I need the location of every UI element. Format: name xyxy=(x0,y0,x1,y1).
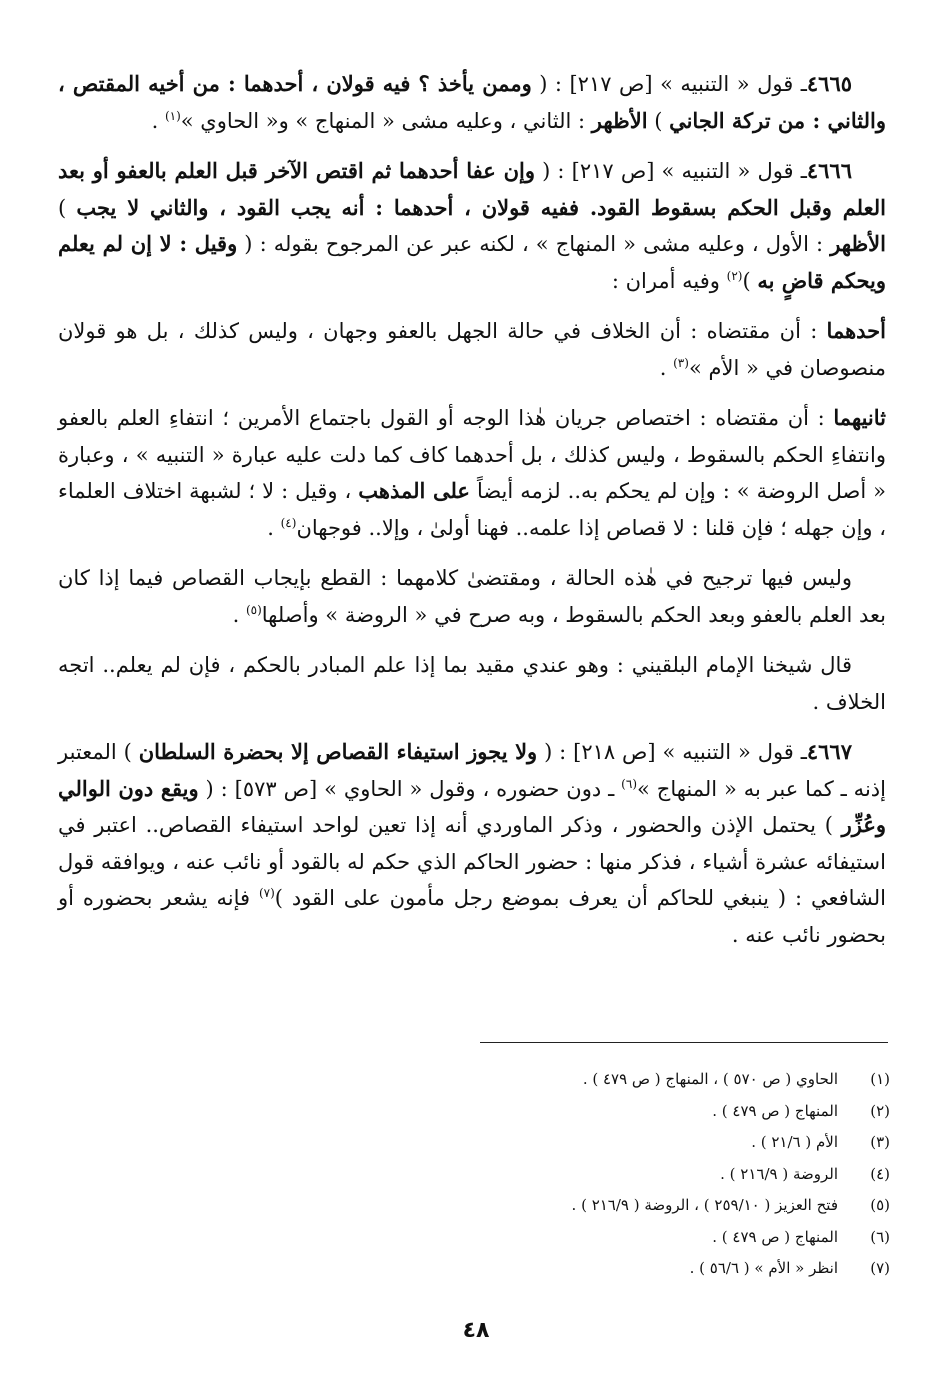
bold-text: ثانيهما xyxy=(833,405,886,430)
footnote-number: (١) xyxy=(870,1070,890,1088)
footnote-number: (٧) xyxy=(870,1259,890,1277)
footnote-ref: (٧) xyxy=(258,886,275,900)
footnote-number: (٢) xyxy=(870,1101,890,1120)
text-run: . xyxy=(659,355,674,380)
footnote-text: المنهاج ( ص ٤٧٩ ) . xyxy=(712,1227,838,1246)
text-run: : أن مقتضاه : أن الخلاف في حالة الجهل بالعفو وجهان ، وليس كذلك ، بل هو قولان منصوصان في « الأم » xyxy=(58,319,886,380)
footnote-ref: (٥) xyxy=(245,602,262,617)
main-text xyxy=(58,66,886,967)
footnote-text: الروضة ( ٢١٦/٩ ) . xyxy=(720,1164,838,1183)
footnote-text: انظر « الأم » ( ٥٦/٦ ) . xyxy=(689,1259,838,1277)
footnote-ref: (٤) xyxy=(280,515,297,530)
footnote-ref: (٦) xyxy=(621,776,637,791)
footnotes xyxy=(58,1064,890,1285)
text-run: ، وقيل : لا ؛ لشبهة اختلاف العلماء ، وإن جهله ؛ فإن قلنا : لا قصاص إذا علمه.. فهنا أولىٰ ، وإلا.. فوجهان xyxy=(58,479,886,540)
bold-text: الأظهر xyxy=(591,107,648,133)
footnote-ref: (٢) xyxy=(726,268,743,283)
text-run: . xyxy=(151,108,165,133)
footnote-text: الأم ( ٢١/٦ ) . xyxy=(751,1133,838,1151)
text-run: ـ قول « التنبيه » [ص ٢١٧] : ( xyxy=(534,159,807,183)
footnote-item xyxy=(58,1253,890,1285)
footnote-item xyxy=(58,1064,890,1096)
bold-text: ويقع دون الوالي وعُزِّر xyxy=(58,775,886,837)
text-run: : أن مقتضاه : اختصاص جريان هٰذا الوجه أو القول باجتماع الأمرين ؛ انتفاءِ العلم بالعفو وانتفاءِ الحكم بالسقوط ، وليس كذلك ، بل أحدهما كاف كما دلت عليه عبارة « التنبيه » ، وعبارة « أصل الروضة » : وإن لم يحكم به.. لزمه أيضاً xyxy=(58,406,887,503)
text-run: ) xyxy=(58,195,77,220)
footnote-ref: (١) xyxy=(164,108,181,123)
footnote-item xyxy=(58,1222,890,1254)
bold-text: ٤٦٦٦ xyxy=(806,158,852,183)
footnote-item xyxy=(58,1127,890,1159)
bold-text: على المذهب xyxy=(358,478,470,503)
paragraph xyxy=(58,66,886,139)
text-run: : الثاني ، وعليه مشى « المنهاج » و« الحاوي » xyxy=(180,108,592,133)
footnote-number: (٦) xyxy=(870,1227,890,1246)
footnote-divider xyxy=(480,1042,888,1043)
text-run: ) المعتبر إذنه ـ كما عبر به « المنهاج » xyxy=(58,740,886,801)
bold-text: وإن عفا أحدهما ثم اقتص الآخر قبل العلم بالعفو أو بعد العلم وقبل الحكم بسقوط القود. ففيه قولان ، أحدهما : أنه يجب القود ، والثاني لا يجب xyxy=(58,158,886,220)
bold-text: وممن يأخذ ؟ فيه قولان ، أحدهما : من أخيه المقتص ، والثاني : من تركة الجاني xyxy=(58,71,886,133)
text-run: : الأول ، وعليه مشى « المنهاج » ، لكنه عبر عن المرجوح بقوله : ( xyxy=(237,232,831,256)
text-run: ) xyxy=(742,268,758,293)
footnote-text: فتح العزيز ( ٢٥٩/١٠ ) ، الروضة ( ٢١٦/٩ ) . xyxy=(571,1196,838,1214)
footnote-text: المنهاج ( ص ٤٧٩ ) . xyxy=(712,1101,838,1120)
footnote-number: (٤) xyxy=(870,1164,890,1183)
paragraph xyxy=(58,153,886,299)
text-run: ـ دون حضوره ، وقول « الحاوي » [ص ٥٧٣] : ( xyxy=(198,776,622,801)
footnote-ref: (٣) xyxy=(673,355,689,370)
paragraph xyxy=(58,400,886,546)
footnote-item xyxy=(58,1096,890,1128)
paragraph xyxy=(58,313,886,386)
text-run: وليس فيها ترجيح في هٰذه الحالة ، ومقتضىٰ كلامهما : القطع بإيجاب القصاص فيما إذا كان بعد العلم بالعفو وبعد الحكم بالسقوط ، وبه صرح في « الروضة » وأصلها xyxy=(58,566,886,627)
bold-text: ولا يجوز استيفاء القصاص إلا بحضرة السلطان xyxy=(138,739,538,764)
text-run: وفيه أمران : xyxy=(611,268,727,293)
bold-text: أحدهما xyxy=(826,318,886,343)
footnote-item xyxy=(58,1190,890,1222)
text-run: . xyxy=(267,515,281,540)
text-run: فإنه يشعر بحضوره أو بحضور نائب عنه . xyxy=(58,886,886,947)
paragraph xyxy=(58,734,886,953)
paragraph xyxy=(58,647,886,720)
text-run: قال شيخنا الإمام البلقيني : وهو عندي مقيد بما إذا علم المبادر بالحكم ، فإن لم يعلم.. اتجه الخلاف . xyxy=(58,653,886,714)
text-run: ) xyxy=(647,108,670,133)
text-run: ) يحتمل الإذن والحضور ، وذكر الماوردي أنه إذا تعين لواحد استيفاء القصاص.. اعتبر في استيفائه عشرة أشياء ، فذكر منها : حضور الحاكم الذي حكم له بالقود أو نائب عنه ، ويوافقه قول الشافعي : ( ينبغي للحاكم أن يعرف بموضع رجل مأمون على القود ) xyxy=(58,813,886,910)
text-run: . xyxy=(232,602,246,627)
text-run: ـ قول « التنبيه » [ص ٢١٧] : ( xyxy=(531,72,807,96)
bold-text: ٤٦٦٧ xyxy=(806,739,852,764)
footnote-item xyxy=(58,1159,890,1191)
footnote-number: (٥) xyxy=(870,1196,890,1214)
text-run: ـ قول « التنبيه » [ص ٢١٨] : ( xyxy=(537,740,807,764)
paragraph xyxy=(58,560,886,633)
page-number: ٤٨ xyxy=(462,1318,490,1343)
bold-text: الأظهر xyxy=(830,231,886,256)
footnote-text: الحاوي ( ص ٥٧٠ ) ، المنهاج ( ص ٤٧٩ ) . xyxy=(582,1070,838,1088)
footnote-number: (٣) xyxy=(870,1133,890,1151)
bold-text: ٤٦٦٥ xyxy=(806,71,853,96)
bold-text: وقيل : لا إن لم يعلم ويحكم قاضٍ به xyxy=(58,231,886,293)
